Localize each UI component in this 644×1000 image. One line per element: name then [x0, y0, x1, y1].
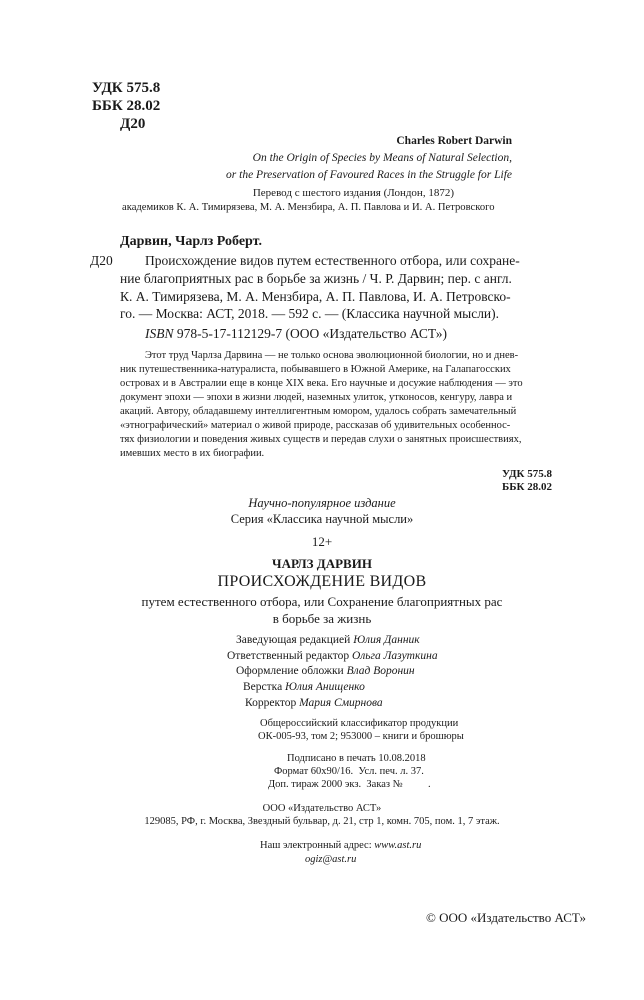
catalog-sign: Д20 — [90, 253, 113, 268]
edition-type: Научно-популярное издание — [248, 496, 396, 510]
isbn-number: 978-5-17-112129-7 (ООО «Издательство АСТ») — [176, 326, 448, 341]
translation-translators: академиков К. А. Тимирязева, М. А. Мензбира, А. П. Павлова и И. А. Петровского — [122, 202, 495, 213]
staff-name: Влад Воронин — [346, 665, 415, 677]
staff-row — [236, 634, 420, 646]
print-order-blank: . — [428, 779, 431, 790]
staff-row — [227, 650, 438, 662]
catalog-line2: ние благоприятных рас в борьбе за жизнь / Ч. Р. Дарвин; пер. с англ. — [120, 271, 512, 286]
staff-role: Верстка — [243, 681, 283, 693]
bbk-code: ББК 28.02 — [92, 98, 161, 114]
print-run: Доп. тираж 2000 экз. Заказ № — [268, 779, 403, 790]
print-signed: Подписано в печать 10.08.2018 — [287, 753, 426, 764]
staff-role: Заведующая редакцией — [236, 634, 351, 646]
catalog-line4: го. — Москва: АСТ, 2018. — 592 с. — (Классика научной мысли). — [120, 306, 500, 321]
catalog-line3: К. А. Тимирязева, М. А. Мензбира, А. П. Павлова, И. А. Петровско- — [120, 289, 511, 304]
catalog-heading: Дарвин, Чарлз Роберт. — [120, 234, 262, 249]
staff-name: Ольга Лазуткина — [351, 650, 438, 662]
print-format: Формат 60х90/16. Усл. печ. л. 37. — [274, 766, 424, 777]
classifier-line1: Общероссийский классификатор продукции — [260, 718, 459, 729]
annotation-udk: УДК 575.8 — [501, 468, 552, 480]
edition-title: ПРОИСХОЖДЕНИЕ ВИДОВ — [217, 573, 427, 590]
web-label: Наш электронный адрес: — [260, 840, 372, 851]
staff-name: Юлия Данник — [353, 634, 420, 646]
staff-role: Оформление обложки — [236, 665, 344, 677]
edition-subtitle-line2: в борьбе за жизнь — [272, 611, 372, 626]
annotation-line4: документ эпохи — эпохи в жизни людей, наземных улиток, утконосов, кенгуру, лавра и — [120, 392, 513, 403]
catalog-line1: Происхождение видов путем естественного отбора, или сохране- — [145, 253, 520, 268]
annotation-bbk: ББК 28.02 — [501, 481, 552, 493]
staff-role: Ответственный редактор — [227, 650, 350, 662]
annotation-line1: Этот труд Чарлза Дарвина — не только основа эволюционной биологии, но и днев- — [145, 350, 519, 361]
annotation-line8: имевших место в их биографии. — [120, 448, 265, 459]
age-rating: 12+ — [311, 534, 333, 549]
udk-code: УДК 575.8 — [92, 80, 161, 96]
publisher-name: ООО «Издательство АСТ» — [262, 803, 382, 814]
original-author: Charles Robert Darwin — [396, 135, 512, 147]
isbn-label: ISBN — [145, 326, 174, 341]
annotation-line5: акаций. Автору, обладавшему интеллигентным юмором, удалось собрать замечательный — [120, 406, 517, 417]
staff-row — [243, 681, 365, 693]
staff-role: Корректор — [245, 697, 297, 709]
email-address[interactable]: ogiz@ast.ru — [305, 854, 357, 865]
isbn — [145, 326, 447, 342]
annotation-line7: тях физиологии и поведения живых существ и передав слухи о занятных происшествиях, — [120, 434, 522, 445]
copyright: © ООО «Издательство АСТ» — [425, 910, 586, 925]
classifier-line2: ОК-005-93, том 2; 953000 – книги и брошюры — [258, 731, 464, 742]
original-title-line2: or the Preservation of Favoured Races in the Struggle for Life — [226, 169, 512, 181]
edition-series: Серия «Классика научной мысли» — [230, 512, 414, 526]
staff-name: Мария Смирнова — [299, 697, 383, 709]
annotation-line6: «этнографический» материал о живой природе, рассказав об удивительных особеннос- — [120, 420, 511, 431]
original-title-line1: On the Origin of Species by Means of Natural Selection, — [252, 152, 512, 164]
annotation-line2: ник путешественника-натуралиста, побывавшего в Южной Америке, на Галапагосских — [120, 364, 511, 375]
publisher-address: 129085, РФ, г. Москва, Звездный бульвар, д. 21, стр 1, комн. 705, пом. 1, 7 этаж. — [144, 816, 500, 827]
staff-name: Юлия Анищенко — [285, 681, 365, 693]
annotation-line3: островах и в Австралии еще в конце XIX века. Его научные и досужие наблюдения — это — [120, 378, 523, 389]
edition-author: ЧАРЛЗ ДАРВИН — [272, 556, 372, 571]
edition-subtitle-line1: путем естественного отбора, или Сохранение благоприятных рас — [141, 594, 503, 609]
web-url[interactable]: www.ast.ru — [374, 840, 422, 851]
author-sign: Д20 — [120, 116, 146, 132]
staff-row — [236, 665, 415, 677]
staff-row — [245, 697, 383, 709]
web-address-row — [260, 840, 421, 851]
translation-edition: Перевод с шестого издания (Лондон, 1872) — [252, 187, 454, 199]
